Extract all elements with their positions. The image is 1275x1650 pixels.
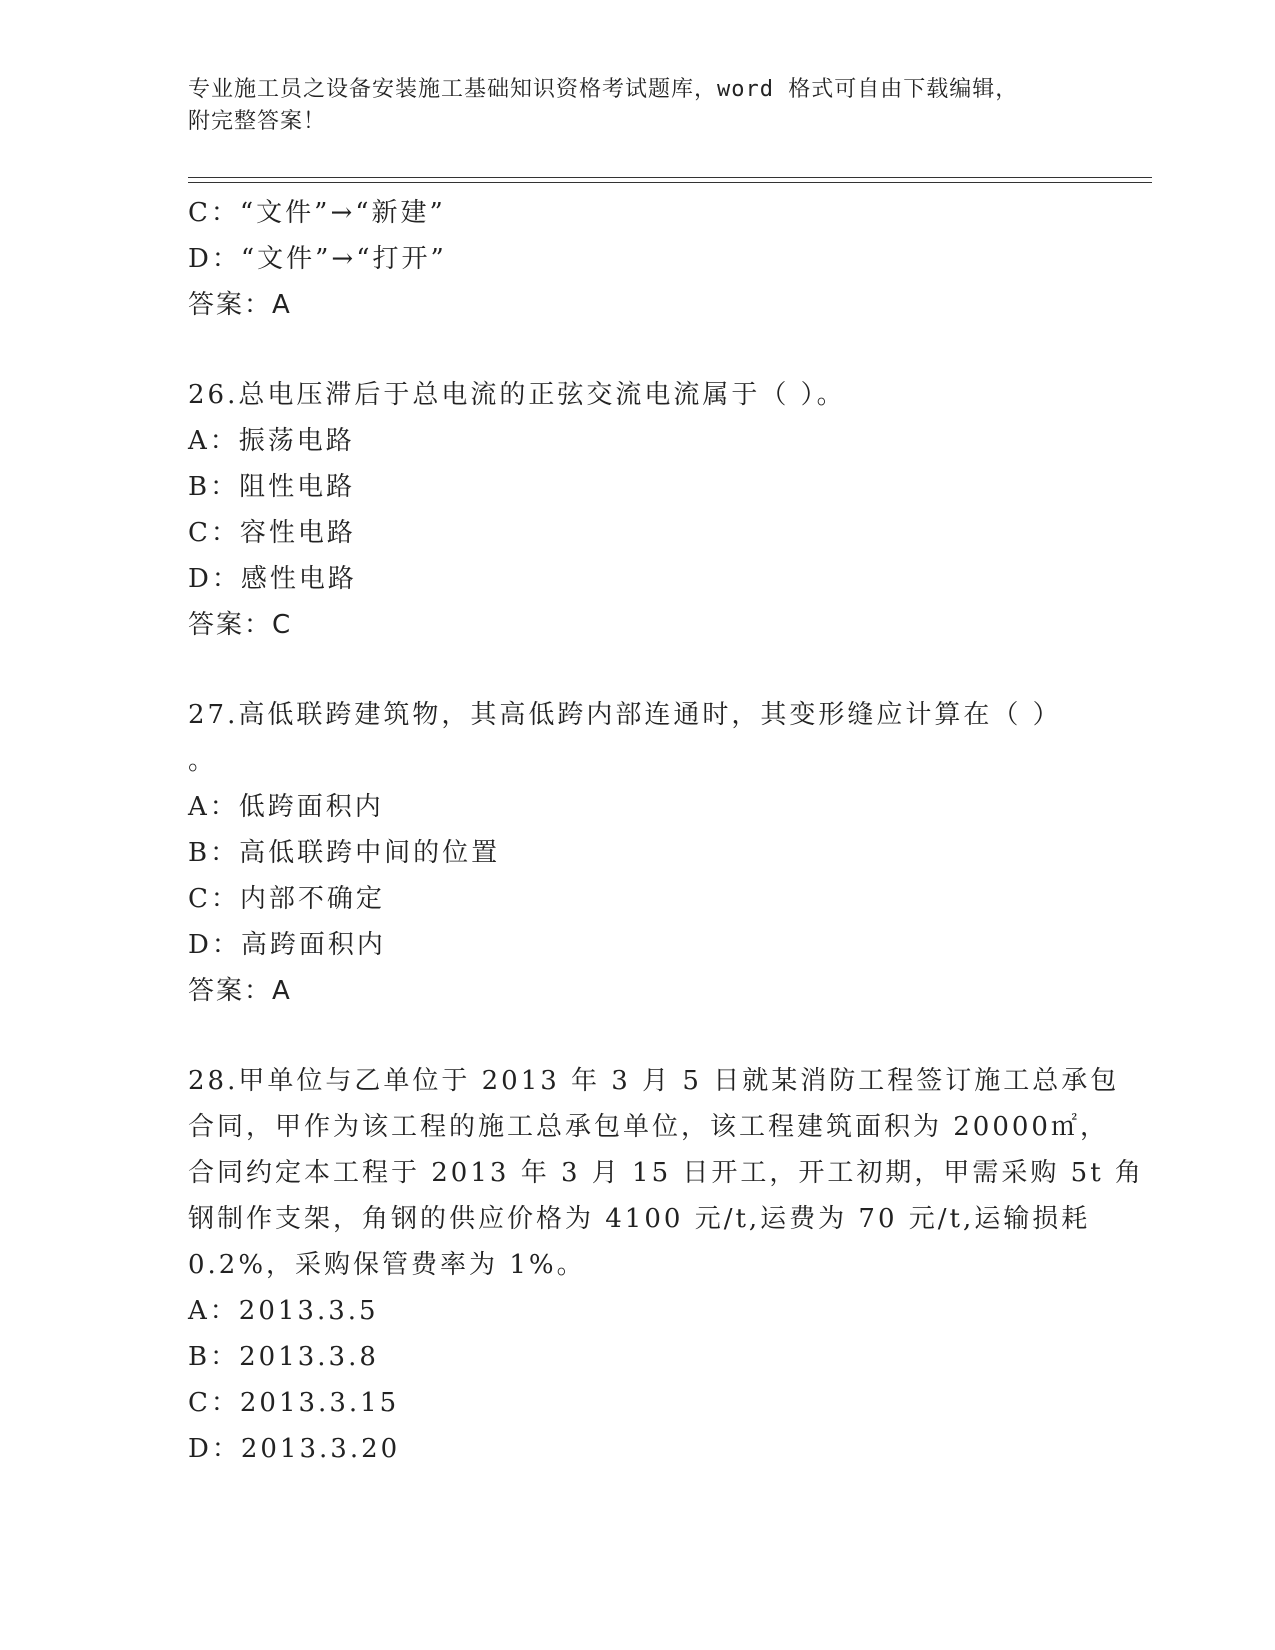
spacer: [188, 328, 1118, 372]
header-line-1: 专业施工员之设备安装施工基础知识资格考试题库，word 格式可自由下载编辑，: [188, 77, 1019, 102]
answer-line: 答案：A: [188, 290, 292, 320]
option-d: D：“文件”→“打开”: [188, 244, 447, 274]
previous-question: [188, 190, 1118, 328]
answer-line: 答案：A: [188, 976, 292, 1006]
option-a: A：振荡电路: [188, 426, 355, 456]
header-divider-top: [188, 177, 1152, 178]
question-28: [188, 1058, 1144, 1472]
spacer: [188, 648, 1118, 692]
option-c: C：2013.3.15: [188, 1388, 400, 1418]
question-27: [188, 692, 1118, 1014]
option-c: C：容性电路: [188, 518, 356, 548]
question-stem: 28.甲单位与乙单位于 2013 年 3 月 5 日就某消防工程签订施工总承包: [188, 1066, 1120, 1096]
question-stem-continued: 合同约定本工程于 2013 年 3 月 15 日开工，开工初期，甲需采购 5t 角: [188, 1158, 1144, 1188]
option-b: B：高低联跨中间的位置: [188, 838, 501, 868]
question-stem-continued: 钢制作支架，角钢的供应价格为 4100 元/t,运费为 70 元/t,运输损耗: [188, 1204, 1091, 1234]
header-divider-bottom: [188, 182, 1152, 183]
question-stem: 26.总电压滞后于总电流的正弦交流电流属于（ ）。: [188, 380, 846, 410]
question-stem: 27.高低联跨建筑物，其高低跨内部连通时，其变形缝应计算在（ ）: [188, 700, 1062, 730]
document-body: [188, 190, 1144, 1472]
header-line-2: 附完整答案！: [188, 109, 327, 134]
question-26: [188, 372, 1118, 648]
option-d: D：2013.3.20: [188, 1434, 401, 1464]
page-header: [188, 74, 1068, 138]
spacer: [188, 1014, 1118, 1058]
option-d: D：感性电路: [188, 564, 357, 594]
question-stem-continued: 合同，甲作为该工程的施工总承包单位，该工程建筑面积为 20000㎡，: [188, 1112, 1109, 1142]
option-a: A：低跨面积内: [188, 792, 384, 822]
question-stem-continued: 。: [188, 746, 218, 776]
option-b: B：2013.3.8: [188, 1342, 379, 1372]
option-b: B：阻性电路: [188, 472, 356, 502]
answer-line: 答案：C: [188, 610, 293, 640]
question-stem-continued: 0.2%，采购保管费率为 1%。: [188, 1250, 586, 1280]
option-c: C：内部不确定: [188, 884, 385, 914]
option-d: D：高跨面积内: [188, 930, 386, 960]
option-c: C：“文件”→“新建”: [188, 198, 446, 228]
option-a: A：2013.3.5: [188, 1296, 379, 1326]
